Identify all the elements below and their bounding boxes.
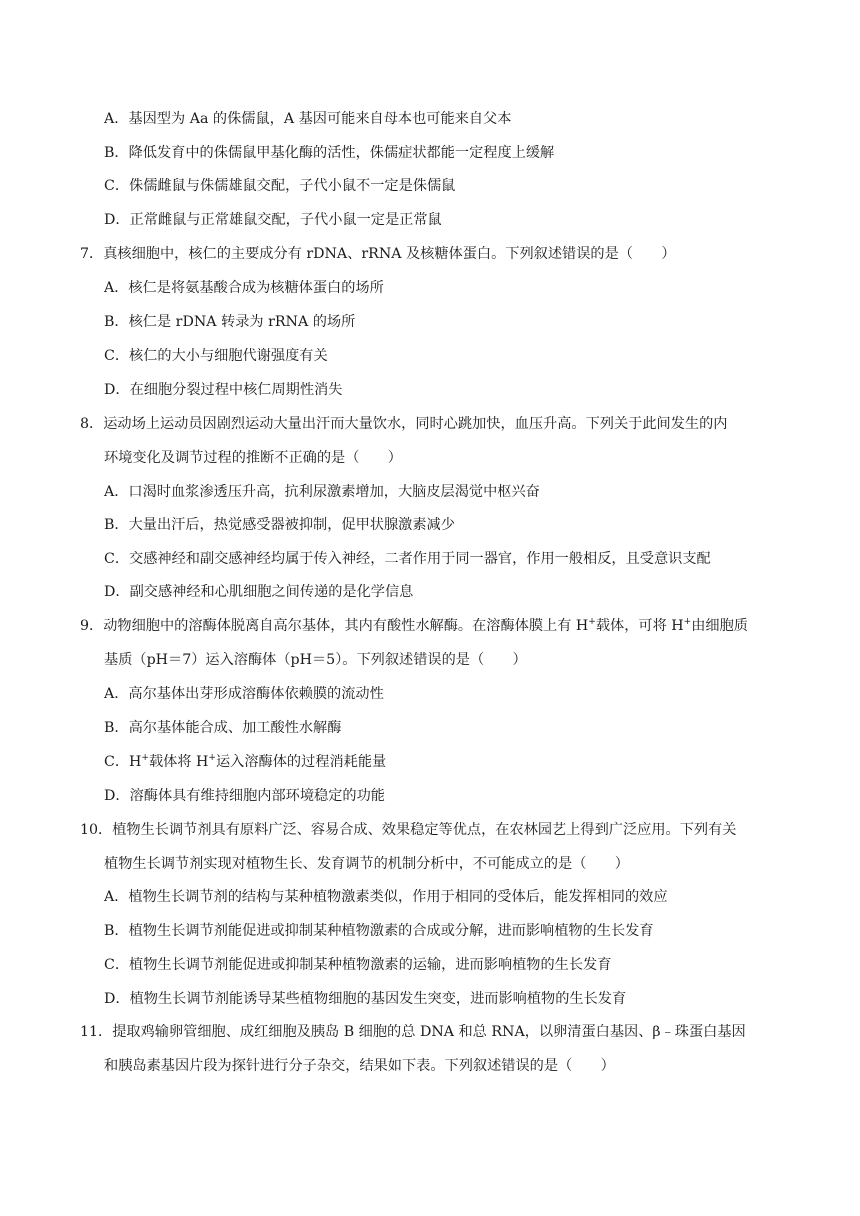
q9-optc-part2: 载体将 H [148, 754, 209, 770]
q10-option-a: A．植物生长调节剂的结构与某种植物激素类似，作用于相同的受体后，能发挥相同的效应 [104, 889, 668, 905]
question-10-stem-line2: 植物生长调节剂实现对植物生长、发育调节的机制分析中，不可能成立的是（ ） [104, 856, 629, 872]
q9-option-b: B．高尔基体能合成、加工酸性水解酶 [104, 720, 342, 736]
q8-option-c: C．交感神经和副交感神经均属于传入神经，二者作用于同一器官，作用一般相反，且受意识支配 [104, 551, 711, 567]
question-11-stem-line2: 和胰岛素基因片段为探针进行分子杂交，结果如下表。下列叙述错误的是（ ） [104, 1058, 615, 1074]
question-9-stem-line2: 基质（pH＝7）运入溶酶体（pH＝5）。下列叙述错误的是（ ） [104, 652, 527, 668]
q9-optc-part3: 运入溶酶体的过程消耗能量 [215, 754, 387, 770]
question-7-stem: 7．真核细胞中，核仁的主要成分有 rDNA、rRNA 及核糖体蛋白。下列叙述错误的是（ ） [80, 246, 676, 262]
question-11-stem-line1: 11．提取鸡输卵管细胞、成红细胞及胰岛 B 细胞的总 DNA 和总 RNA，以卵清蛋白基因、β﹣珠蛋白基因 [80, 1024, 746, 1040]
option-d: D．正常雌鼠与正常雄鼠交配，子代小鼠一定是正常鼠 [104, 212, 442, 228]
option-c: C．侏儒雌鼠与侏儒雄鼠交配，子代小鼠不一定是侏儒鼠 [104, 178, 456, 194]
question-8-stem-line1: 8．运动场上运动员因剧烈运动大量出汗而大量饮水，同时心跳加快，血压升高。下列关于此间发生的内 [80, 416, 728, 432]
q7-option-a: A．核仁是将氨基酸合成为核糖体蛋白的场所 [104, 280, 384, 296]
q9-option-c [104, 752, 386, 772]
option-a: A．基因型为 Aa 的侏儒鼠，A 基因可能来自母本也可能来自父本 [104, 111, 512, 127]
q9-optc-part1: C．H [104, 754, 142, 770]
superscript-plus: + [141, 753, 149, 763]
q9-stem-part3: 由细胞质 [691, 618, 748, 634]
superscript-plus: + [208, 753, 216, 763]
q9-option-d: D．溶酶体具有维持细胞内部环境稳定的功能 [104, 788, 385, 804]
q9-option-a: A．高尔基体出芽形成溶酶体依赖膜的流动性 [104, 686, 384, 702]
q7-option-c: C．核仁的大小与细胞代谢强度有关 [104, 348, 328, 364]
q8-option-b: B．大量出汗后，热觉感受器被抑制，促甲状腺激素减少 [104, 517, 455, 533]
option-b: B．降低发育中的侏儒鼠甲基化酶的活性，侏儒症状都能一定程度上缓解 [104, 145, 555, 161]
q9-stem-part1: 9．动物细胞中的溶酶体脱离自高尔基体，其内有酸性水解酶。在溶酶体膜上有 H [80, 618, 589, 634]
q8-option-d: D．副交感神经和心肌细胞之间传递的是化学信息 [104, 584, 414, 600]
q10-option-d: D．植物生长调节剂能诱导某些植物细胞的基因发生突变，进而影响植物的生长发育 [104, 991, 627, 1007]
question-8-stem-line2: 环境变化及调节过程的推断不正确的是（ ） [104, 450, 402, 466]
q10-option-c: C．植物生长调节剂能促进或抑制某种植物激素的运输，进而影响植物的生长发育 [104, 957, 612, 973]
question-9-stem-line1 [80, 616, 748, 636]
q8-option-a: A．口渴时血浆渗透压升高，抗利尿激素增加，大脑皮层渴觉中枢兴奋 [104, 484, 540, 500]
question-10-stem-line1: 10．植物生长调节剂具有原料广泛、容易合成、效果稳定等优点，在农林园艺上得到广泛应用。下列有关 [80, 822, 737, 838]
q10-option-b: B．植物生长调节剂能促进或抑制某种植物激素的合成或分解，进而影响植物的生长发育 [104, 923, 654, 939]
superscript-plus: + [683, 617, 692, 627]
q7-option-d: D．在细胞分裂过程中核仁周期性消失 [104, 382, 343, 398]
q7-option-b: B．核仁是 rDNA 转录为 rRNA 的场所 [104, 314, 356, 330]
superscript-plus: + [588, 617, 596, 627]
q9-stem-part2: 载体，可将 H [595, 618, 684, 634]
